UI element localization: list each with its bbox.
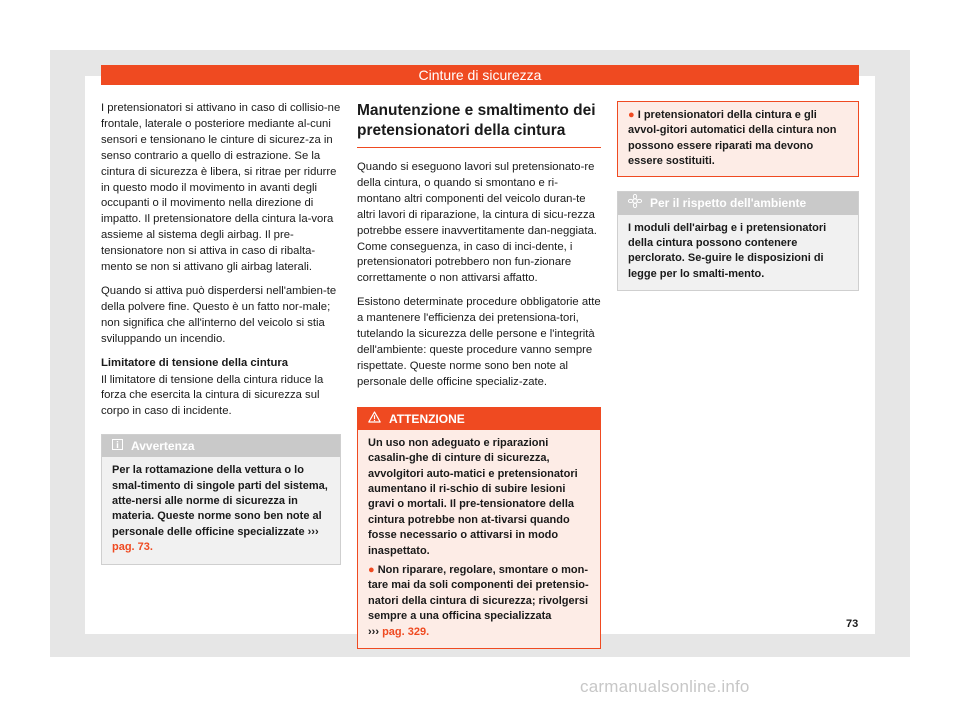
- warning-bullet-item: [368, 563, 590, 640]
- environment-leaf-icon: [628, 194, 642, 213]
- page-reference-link[interactable]: pag. 329.: [382, 625, 430, 638]
- page-number: 73: [846, 618, 859, 630]
- section-title: Manutenzione e smaltimento dei pretensionatori della cintura: [357, 101, 601, 148]
- environment-box-header: [618, 192, 858, 215]
- environment-box-body: I moduli dell'airbag e i pretensionatori della cintura possono contenere perclorato. Se-guire le disposizioni di legge per lo smalti-mento.: [618, 215, 858, 291]
- environment-box-title: Per il rispetto dell'ambiente: [650, 196, 807, 211]
- column-left: [101, 101, 341, 565]
- warning-text: Un uso non adeguato e riparazioni casalin-ghe di cinture di sicurezza, avvolgitori auto-matici e pretensionatori aumentano il ri-schio di subire lesioni gravi o mortali. Il pre-tensionatore della cintura potrebbe non at-tivarsi quando fosse necessario o attivarsi in modo inaspettato.: [368, 436, 578, 557]
- bullet-text: I pretensionatori della cintura e gli avvol-gitori automatici della cintura non possono essere riparati ma devono essere sostituiti.: [628, 109, 837, 168]
- environment-box: [617, 191, 859, 292]
- note-box-title: Avvertenza: [131, 439, 195, 454]
- paragraph: Esistono determinate procedure obbligatorie atte a mantenere l'efficienza dei pretensiona-tori, tutelando la sicurezza delle persone e l'integrità dell'ambiente: queste procedure vanno sempre rispettate. Queste norme sono ben note al personale delle officine specializ-zate.: [357, 296, 601, 388]
- info-icon: [112, 437, 123, 455]
- paragraph: I pretensionatori si attivano in caso di collisio-ne frontale, laterale o posteriore mediante al-cuni sensori e tensionano le cinture di sicurez-za in senso contrario a quello di estrazione. Se la cintura di sicurezza è libera, si ritrae per ridurre in questo modo il movimento in avanti degli occupanti o il movimento nella direzione di impatto. Il pretensionatore della cintura la-vora assieme al sistema degli airbag. Il pre-tensionatore non si attiva in caso di ribalta-mento se non si attivano gli airbag laterali.: [101, 102, 341, 274]
- column-right: [617, 101, 859, 291]
- page-reference-link[interactable]: pag. 73.: [112, 541, 153, 554]
- warning-box-title: ATTENZIONE: [389, 411, 465, 426]
- bullet-icon: ●: [628, 109, 635, 121]
- paragraph: Quando si eseguono lavori sul pretensionato-re della cintura, o quando si smontano e ri-montano altri componenti del veicolo duran-te altri lavori di riparazione, la cintura di sicu-rezza potrebbe essere inavvertitamente dan-neggiata. Come conseguenza, in caso di inci-dente, i pretensionatori potrebbero non fun-zionare correttamente o non attivarsi affatto.: [357, 161, 597, 285]
- paragraph: Il limitatore di tensione della cintura riduce la forza che esercita la cintura di sicurezza sul corpo in caso di incidente.: [101, 373, 324, 418]
- note-box: [101, 434, 341, 564]
- watermark: carmanualsonline.info: [580, 677, 750, 696]
- column-middle: [357, 101, 601, 649]
- warning-box-header: [358, 408, 600, 430]
- note-box-header: [102, 435, 340, 457]
- warning-box-body: [618, 102, 858, 176]
- warning-box-continued: [617, 101, 859, 177]
- paragraph: Quando si attiva può disperdersi nell'ambien-te della polvere fine. Questo è un fatto nor-male; non significa che all'interno del veicolo si stia sviluppando un incendio.: [101, 284, 337, 345]
- ref-arrows: ›››: [368, 625, 379, 638]
- note-box-body: [102, 457, 340, 563]
- subheading: Limitatore di tensione della cintura: [101, 356, 289, 369]
- warning-box-body: [358, 430, 600, 648]
- note-text: Per la rottamazione della vettura o lo smal-timento di singole parti del sistema, atte-nersi alle norme di sicurezza in materia. Queste norme sono ben note al personale delle officine specializzate: [112, 464, 328, 538]
- warning-box: [357, 407, 601, 649]
- ref-arrows: ›››: [307, 525, 319, 538]
- warning-triangle-icon: [368, 410, 381, 428]
- bullet-icon: ●: [368, 563, 375, 576]
- bullet-text: Non riparare, regolare, smontare o mon-tare mai da soli componenti dei pretensio-natori della cintura di sicurezza; rivolgersi sempre a una officina specializzata: [368, 563, 589, 623]
- page-header-title: Cinture di sicurezza: [101, 65, 859, 85]
